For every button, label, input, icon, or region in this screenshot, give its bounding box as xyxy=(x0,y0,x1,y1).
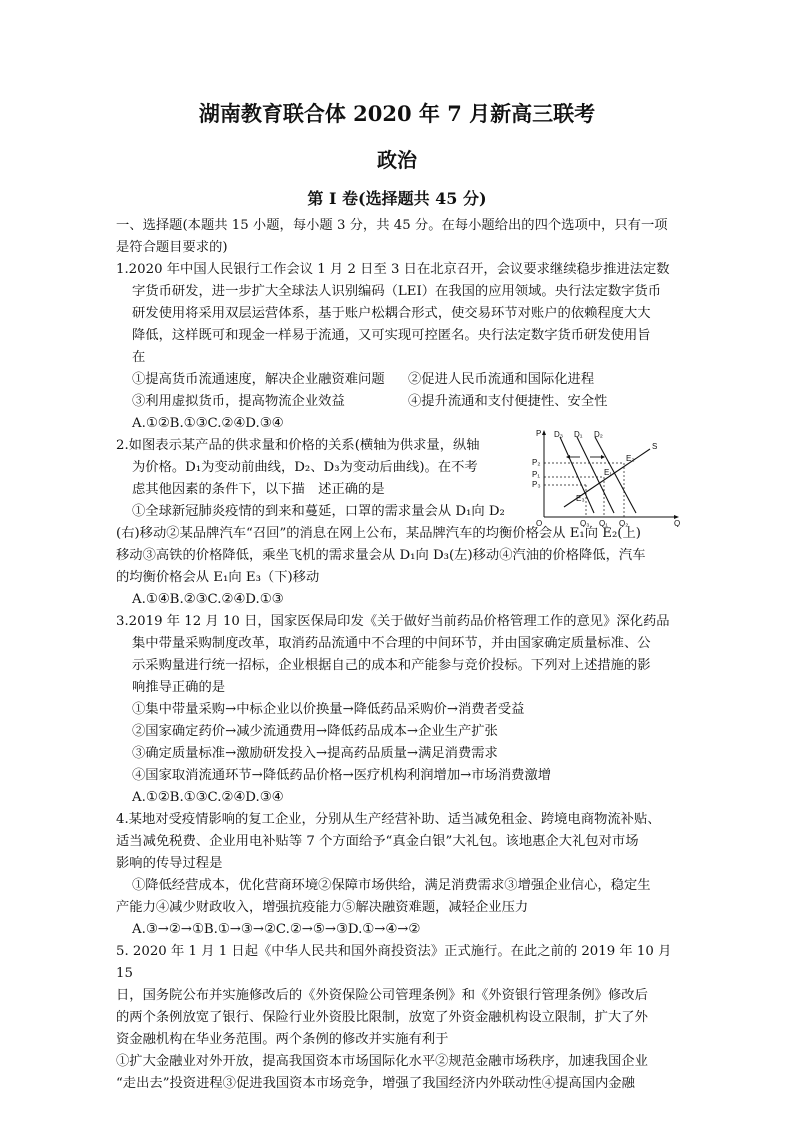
q2-stem-line: (右)移动②某品牌汽车“召回”的消息在网上公布，某品牌汽车的均衡价格会从 E₁向 E₂(上) xyxy=(116,526,641,541)
q2-stem-line: 虑其他因素的条件下，以下描 述正确的是 xyxy=(132,482,385,497)
y-axis-arrow xyxy=(542,430,546,435)
curve-label: D₁ xyxy=(574,430,583,439)
quantity-label: Q₂ xyxy=(619,519,629,527)
q1-stem-line: 1.2020 年中国人民银行工作会议 1 月 2 日至 3 日在北京召开，会议要求继续稳步推进法定数 xyxy=(116,262,670,277)
curve-label: D₂ xyxy=(594,430,603,439)
q1-option-item: ③利用虚拟货币，提高物流企业效益 xyxy=(132,394,345,409)
section-title: 第 I 卷(选择题共 45 分) xyxy=(307,189,487,208)
q3-option-item: ①集中带量采购→中标企业以价换量→降低药品采购价→消费者受益 xyxy=(132,702,525,717)
equilibrium-label: E₁ xyxy=(604,468,613,477)
q5-stem-line: 资金融机构在华业务范围。两个条例的修改并实施有利于 xyxy=(116,1032,449,1047)
q5-stem-line: 日，国务院公布并实施修改后的《外资保险公司管理条例》和《外资银行管理条例》修改后 xyxy=(116,988,648,1003)
q4-option-item: ①降低经营成本，优化营商环境②保障市场供给，满足消费需求③增强企业信心，稳定生 xyxy=(132,878,651,893)
arrowhead xyxy=(601,455,605,459)
q1-option-item: ①提高货币流通速度，解决企业融资难问题 xyxy=(132,372,385,387)
q1-stem-line: 字货币研发，进一步扩大全球法人识别编码（LEI）在我国的应用领域。央行法定数字货币 xyxy=(132,284,662,299)
q1-option-item: ④提升流通和支付便捷性、安全性 xyxy=(408,394,608,409)
q2-stem-line: 为价格。D₁为变动前曲线，D₂、D₃为变动后曲线)。在不考 xyxy=(132,460,478,475)
equilibrium-label: E₂ xyxy=(626,454,635,463)
q3-stem-line: 集中带量采购制度改革，取消药品流通中不合理的中间环节，并由国家确定质量标准、公 xyxy=(132,636,651,651)
curve-label: S xyxy=(652,442,658,451)
q1-options-row xyxy=(116,369,682,391)
question-body xyxy=(116,215,682,1095)
axis-y-label: P xyxy=(536,429,542,438)
q3-option-item: ④国家取消流通环节→降低药品价格→医疗机构利润增加→市场消费激增 xyxy=(132,768,552,783)
curve-label: D₃ xyxy=(554,430,564,439)
origin-label: O xyxy=(536,519,543,527)
q5-stem-line: 的两个条例放宽了银行、保险行业外资股比限制，放宽了外资金融机构设立限制，扩大了外 xyxy=(116,1010,648,1025)
instructions-line: 是符合题目要求的) xyxy=(116,240,228,255)
demand-curve-right xyxy=(595,437,636,513)
q3-choices: A.①②B.①③C.②④D.③④ xyxy=(132,790,284,805)
price-label: P₂ xyxy=(532,458,541,467)
price-label: P₃ xyxy=(532,480,541,489)
instructions-line: 一、选择题(本题共 15 小题，每小题 3 分，共 45 分。在每小题给出的四个选项中，只有一项 xyxy=(116,218,668,233)
quantity-label: Q₃ xyxy=(580,519,590,527)
q1-options-row xyxy=(116,391,682,413)
q4-stem-line: 影响的传导过程是 xyxy=(116,856,223,871)
supply-demand-figure xyxy=(532,427,684,527)
exam-title: 湖南教育联合体 2020 年 7 月新高三联考 xyxy=(198,101,596,126)
q4-stem-line: 4.某地对受疫情影响的复工企业，分别从生产经营补助、适当减免租金、跨境电商物流补贴、 xyxy=(116,812,661,827)
q1-choices: A.①②B.①③C.②④D.③④ xyxy=(132,416,284,431)
q2-stem-line: 2.如图表示某产品的供求量和价格的关系(横轴为供求量，纵轴 xyxy=(116,438,480,453)
subject-title: 政治 xyxy=(377,148,417,172)
q3-stem-line: 响推导正确的是 xyxy=(132,680,226,695)
q4-option-item: 产能力④减少财政收入，增强抗疫能力⑤解决融资难题，减轻企业压力 xyxy=(116,900,529,915)
q2-choices: A.①④B.②③C.②④D.①③ xyxy=(132,592,284,607)
q5-option-item: “走出去”投资进程③促进我国资本市场竞争，增强了我国经济内外联动性④提高国内金融 xyxy=(116,1076,635,1091)
q3-option-item: ③确定质量标准→激励研发投入→提高药品质量→满足消费需求 xyxy=(132,746,498,761)
q1-stem-line: 研发使用将采用双层运营体系，基于账户松耦合形式，使交易环节对账户的依赖程度大大 xyxy=(132,306,651,321)
q5-option-item: ①扩大金融业对外开放，提高我国资本市场国际化水平②规范金融市场秩序，加速我国企业 xyxy=(116,1054,648,1069)
q4-stem-line: 适当减免税费、企业用电补贴等 7 个方面给予“真金白银”大礼包。该地惠企大礼包对市场 xyxy=(116,834,639,849)
q3-stem-line: 示采购量进行统一招标，企业根据自己的成本和产能参与竞价投标。下列对上述措施的影 xyxy=(132,658,651,673)
q1-option-item: ②促进人民币流通和国际化进程 xyxy=(408,372,595,387)
quantity-label: Q₁ xyxy=(599,519,608,527)
q1-stem-line: 降低，这样既可和现金一样易于流通，又可实现可控匿名。央行法定数字货币研发使用旨 xyxy=(132,328,651,343)
q2-stem-line: ①全球新冠肺炎疫情的到来和蔓延，口罩的需求量会从 D₁向 D₂ xyxy=(132,504,505,519)
q2-stem-line: 移动③高铁的价格降低，乘坐飞机的需求量会从 D₁向 D₃(左)移动④汽油的价格降低，汽车 xyxy=(116,548,646,563)
q2-block xyxy=(116,429,682,527)
price-label: P₁ xyxy=(532,470,541,479)
q3-option-item: ②国家确定药价→减少流通费用→降低药品成本→企业生产扩张 xyxy=(132,724,498,739)
q3-stem-line: 3.2019 年 12 月 10 日，国家医保局印发《关于做好当前药品价格管理工作的意见》深化药品 xyxy=(116,614,670,629)
axis-x-label: Q xyxy=(674,519,681,527)
q2-stem-line: 的均衡价格会从 E₁向 E₃（下)移动 xyxy=(116,570,320,585)
q4-choices: A.③→②→①B.①→③→②C.②→⑤→③D.①→④→② xyxy=(132,922,421,937)
q1-stem-line: 在 xyxy=(132,350,146,365)
equilibrium-label: E₃ xyxy=(576,494,585,503)
q5-stem-line: 5. 2020 年 1 月 1 日起《中华人民共和国外商投资法》正式施行。在此之前的 2019 年 10 月 15 xyxy=(116,944,672,981)
